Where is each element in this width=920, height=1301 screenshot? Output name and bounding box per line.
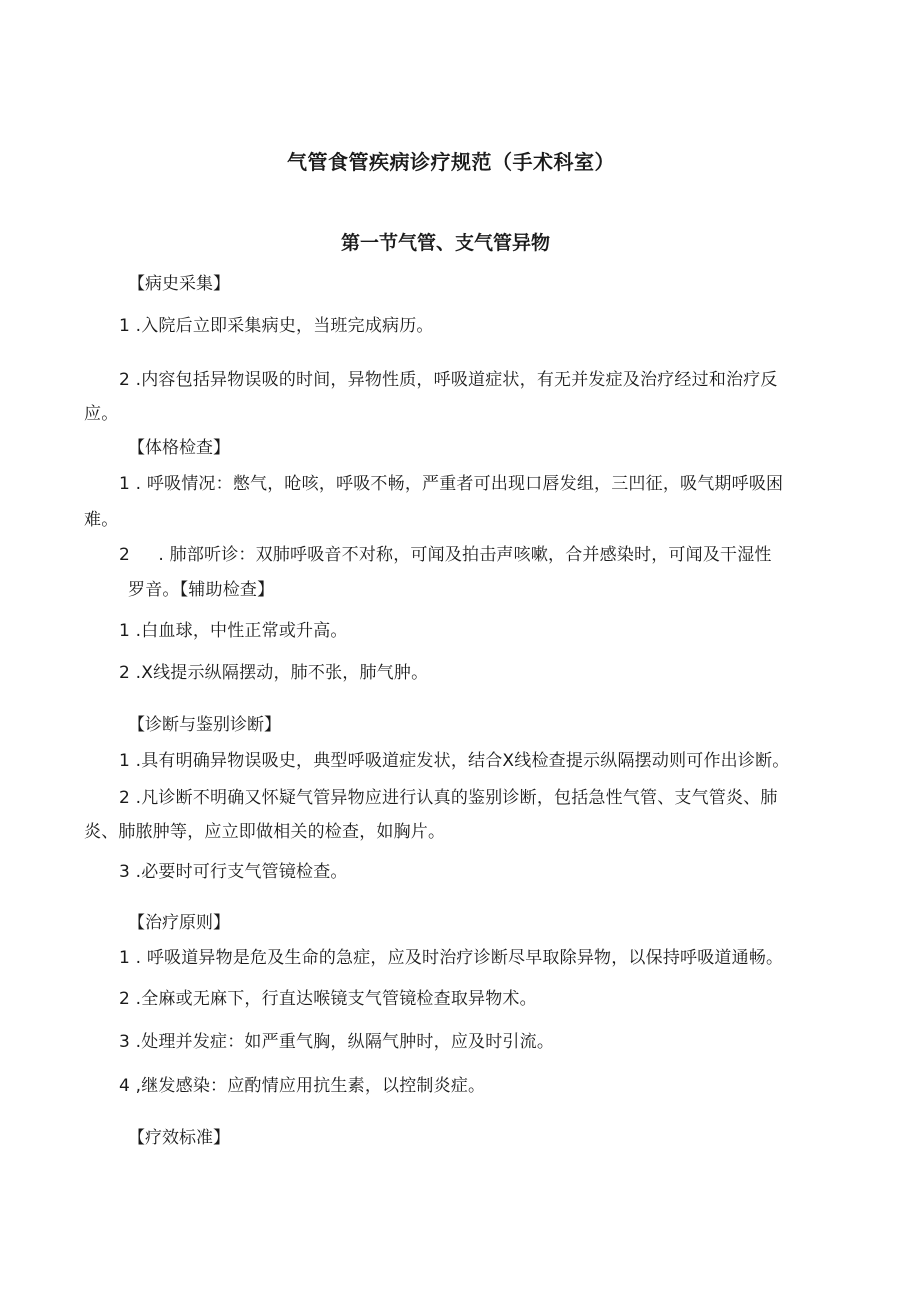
heading-diagnosis: 【诊断与鉴别诊断】	[128, 715, 281, 735]
paragraph-line: 应。	[84, 404, 119, 424]
paragraph-line: 罗音。【辅助检查】	[128, 580, 275, 600]
paragraph-line: 1 .具有明确异物误吸史，典型呼吸道症发状，结合X线检查提示纵隔摆动则可作出诊断。	[119, 751, 790, 771]
paragraph-line: 4 ,继发感染：应酌情应用抗生素，以控制炎症。	[119, 1076, 486, 1096]
paragraph-line: 难。	[84, 510, 119, 530]
heading-treatment: 【治疗原则】	[128, 913, 230, 933]
heading-history: 【病史采集】	[128, 274, 230, 294]
section-title: 第一节气管、支气管异物	[341, 232, 551, 254]
paragraph-line: 1 .入院后立即采集病史，当班完成病历。	[119, 316, 434, 336]
paragraph-line: 3 .处理并发症：如严重气胸，纵隔气肿时，应及时引流。	[119, 1032, 555, 1052]
paragraph-line: 2 .全麻或无麻下，行直达喉镜支气管镜检查取异物术。	[119, 989, 537, 1009]
paragraph-line: 1 . 呼吸情况：憋气，呛咳，呼吸不畅，严重者可出现口唇发组，三凹征，吸气期呼吸困	[119, 474, 784, 494]
document-title: 气管食管疾病诊疗规范（手术科室）	[287, 150, 615, 174]
paragraph-line: 2 .X线提示纵隔摆动，肺不张，肺气肿。	[119, 663, 429, 683]
paragraph-line: 2 .凡诊断不明确又怀疑气管异物应进行认真的鉴别诊断，包括急性气管、支气管炎、肺	[119, 788, 778, 808]
paragraph-line: 1 .白血球，中性正常或升高。	[119, 621, 348, 641]
paragraph-line: 2 .内容包括异物误吸的时间，异物性质，呼吸道症状，有无并发症及治疗经过和治疗反	[119, 370, 778, 390]
heading-physical-exam: 【体格检查】	[128, 438, 230, 458]
paragraph-line: 炎、肺脓肿等，应立即做相关的检查，如胸片。	[84, 822, 446, 842]
paragraph-line: 2 . 肺部听诊：双肺呼吸音不对称，可闻及拍击声咳嗽，合并感染时，可闻及干湿性	[119, 545, 772, 565]
paragraph-line: 3 .必要时可行支气管镜检查。	[119, 862, 348, 882]
heading-efficacy: 【疗效标准】	[128, 1128, 230, 1148]
paragraph-line: 1 . 呼吸道异物是危及生命的急症，应及时治疗诊断尽早取除异物，以保持呼吸道通畅。	[119, 948, 784, 968]
